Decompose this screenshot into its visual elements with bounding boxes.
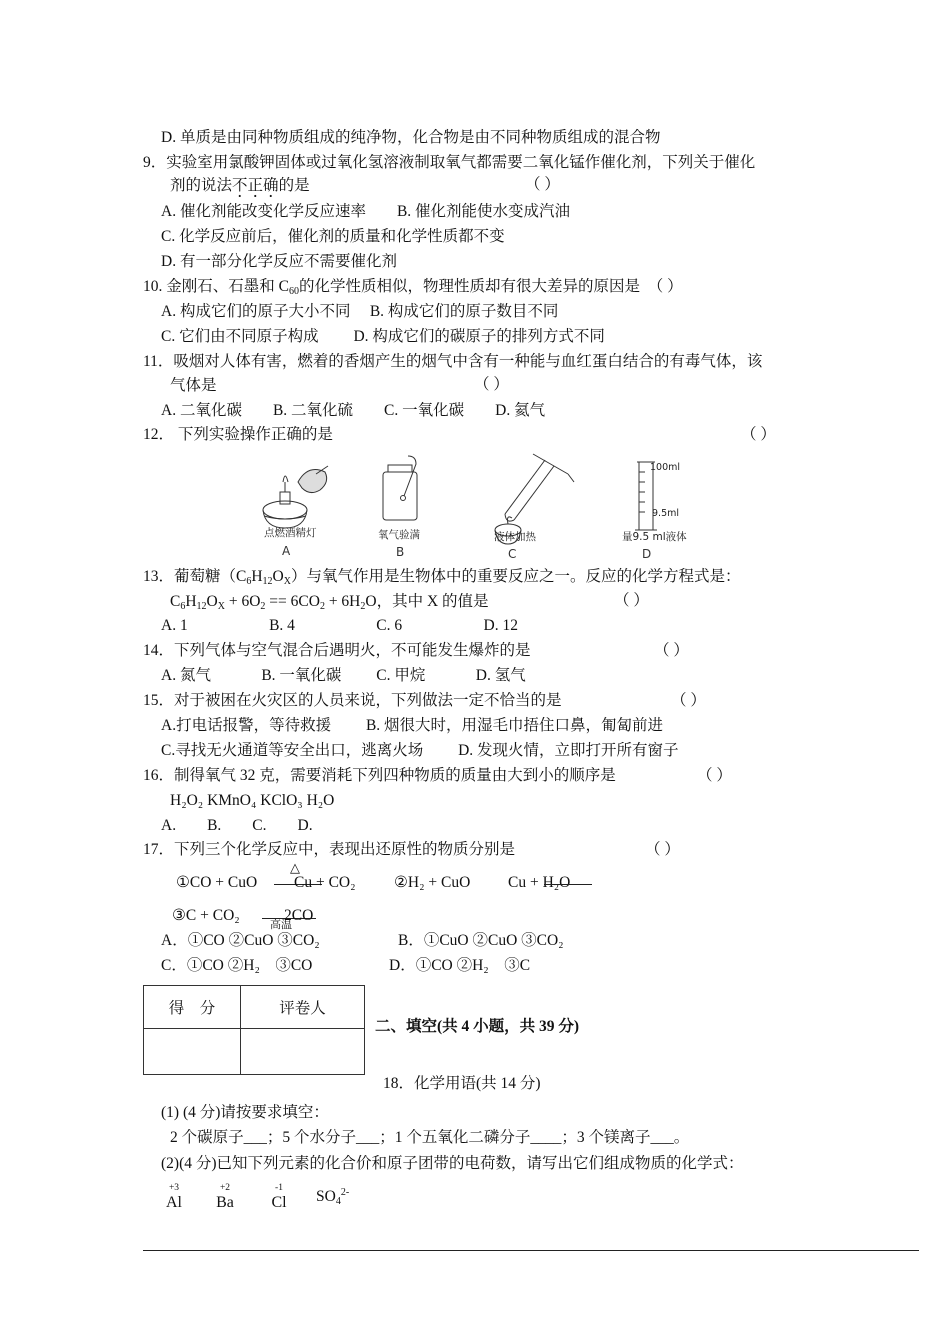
sulfate-base: SO (316, 1188, 336, 1205)
valence-al-symbol: Al (166, 1194, 182, 1211)
q16-stem: 16．制得氧气 32 克，需要消耗下列四种物质的质量由大到小的顺序是 (143, 767, 616, 784)
q17-reaction-2-left: ②H₂ + CuO (394, 874, 471, 891)
valence-al (163, 1183, 185, 1213)
q9-emph-2: 正 (247, 177, 264, 194)
q17-option-b: B．①CuO ②CuO ③CO₂ (398, 932, 564, 949)
eq-sub-2b: 2 (319, 601, 325, 612)
q15-answer-paren: （ ） (671, 692, 706, 709)
q18-part2-title: (2)(4 分)已知下列元素的化合价和原子团带的电荷数，请写出它们组成物质的化学式： (161, 1155, 744, 1172)
q13-o: O (272, 568, 284, 585)
q13-answer-paren: （ ） (614, 592, 649, 609)
valence-cl-charge: -1 (275, 1183, 283, 1193)
caption-a: 点燃酒精灯 (264, 527, 317, 539)
letter-c: C (508, 547, 517, 561)
footer-rule (143, 1250, 919, 1251)
eq-h: H (185, 593, 197, 610)
q14-answer-paren: （ ） (654, 642, 689, 659)
q9-answer-paren: （ ） (525, 176, 560, 193)
q12-stem: 12． 下列实验操作正确的是 (143, 426, 333, 443)
section-2-title: 二、填空(共 4 小题，共 39 分) (375, 1018, 580, 1035)
eq-part4: O，其中 X 的值是 (365, 593, 489, 610)
q12-answer-paren: （ ） (741, 426, 776, 443)
caption-c: 液体加热 (494, 531, 536, 543)
q17-reaction-1-left: ①CO + CuO (176, 874, 258, 891)
caption-d: 量9.5 ml液体 (622, 531, 687, 543)
grader-header: 评卷人 (241, 986, 365, 1029)
q13-sub-12: 12 (262, 576, 273, 587)
q15-options-cd: C.寻找无火通道等安全出口，逃离火场 D. 发现火情，立即打开所有窗子 (161, 742, 679, 759)
q17-stem: 17．下列三个化学反应中，表现出还原性的物质分别是 (143, 841, 516, 858)
valence-cl-symbol: Cl (271, 1194, 287, 1211)
score-cell[interactable] (144, 1029, 241, 1075)
eq-part2: == 6CO (265, 593, 320, 610)
q15-options-ab: A.打电话报警，等待救援 B. 烟很大时，用湿毛巾捂住口鼻，匍匐前进 (161, 717, 664, 734)
q13-options: A. 1 B. 4 C. 6 D. 12 (161, 617, 518, 634)
q9-option-c: C. 化学反应前后，催化剂的质量和化学性质都不变 (161, 228, 505, 245)
eq-part3: + 6H (324, 593, 361, 610)
q13-h: H (251, 568, 263, 585)
letter-a: A (282, 544, 291, 558)
eq-sub-6: 6 (180, 601, 186, 612)
q16-answer-paren: （ ） (697, 767, 732, 784)
q13-text: 13．葡萄糖（C (143, 568, 247, 585)
q9-emph-3: 确 (263, 177, 279, 194)
lab-illustrations (250, 452, 690, 564)
q10-options-ab: A. 构成它们的原子大小不同 B. 构成它们的原子数目不同 (161, 303, 559, 320)
letter-d: D (642, 547, 652, 561)
q14-options: A. 氮气 B. 一氧化碳 C. 甲烷 D. 氢气 (161, 667, 526, 684)
q18-title: 18．化学用语(共 14 分) (383, 1075, 541, 1092)
q10-options-cd: C. 它们由不同原子构成 D. 构成它们的碳原子的排列方式不同 (161, 328, 605, 345)
q18-part1-title: (1) (4 分)请按要求填空： (161, 1104, 329, 1121)
sulfate-sub: 4 (335, 1196, 341, 1207)
q9-text-end: 的是 (278, 177, 310, 194)
q9-text: 剂的说法 (170, 177, 233, 194)
q17-option-d: D．①CO ②H₂ ③C (389, 957, 531, 974)
valence-ba-symbol: Ba (216, 1194, 234, 1211)
q15-stem: 15．对于被困在火灾区的人员来说，下列做法一定不恰当的是 (143, 692, 562, 709)
valence-ba (212, 1183, 238, 1213)
valence-cl (268, 1183, 290, 1213)
q11-stem-cont: 气体是 (170, 377, 217, 394)
q17-reaction-1-right: Cu + CO₂ (294, 874, 356, 891)
sulfate-ion (316, 1187, 349, 1207)
q14-stem: 14．下列气体与空气混合后遇明火，不可能发生爆炸的是 (143, 642, 531, 659)
eq-part1: + 6O (224, 593, 261, 610)
q17-reaction-3-right: 2CO (284, 907, 314, 924)
q13-sub-6: 6 (246, 576, 252, 587)
eq-sub-x: X (217, 601, 225, 612)
q17-answer-paren: （ ） (645, 841, 680, 858)
grader-cell[interactable] (241, 1029, 365, 1075)
q11-answer-paren: （ ） (474, 376, 509, 393)
q13-text-end: ）与氧气作用是生物体中的重要反应之一。反应的化学方程式是： (290, 568, 741, 585)
q17-reaction-1-condition: △ (290, 860, 300, 875)
score-header: 得 分 (144, 986, 241, 1029)
valence-al-charge: +3 (168, 1183, 180, 1193)
q17-reaction-2-arrow (544, 884, 592, 885)
cylinder-mark: 9.5ml (652, 508, 680, 519)
q8-option-d: D. 单质是由同种物质组成的纯净物，化合物是由不同种物质组成的混合物 (161, 129, 661, 146)
q9-stem-cont (170, 176, 310, 196)
q13-stem (143, 567, 741, 587)
q17-reaction-2-right: Cu + H₂O (508, 874, 571, 891)
q17-option-a: A．①CO ②CuO ③CO₂ (161, 932, 320, 949)
score-table (143, 985, 365, 1075)
q10-stem (143, 277, 683, 297)
eq-sub-2c: 2 (360, 601, 366, 612)
q18-part1-blanks: 2 个碳原子___；5 个水分子___；1 个五氧化二磷分子____；3 个镁离子___。 (170, 1129, 690, 1146)
alcohol-lamp-drawing (263, 466, 328, 528)
q13-equation (170, 592, 489, 612)
q12-figure (250, 452, 690, 564)
letter-b: B (396, 545, 405, 559)
q9-option-d: D. 有一部分化学反应不需要催化剂 (161, 253, 397, 270)
eq-sub-2a: 2 (260, 601, 266, 612)
q13-sub-x: X (283, 576, 291, 587)
valence-ba-charge: +2 (219, 1183, 231, 1193)
eq-c: C (170, 593, 181, 610)
q16-substances: H₂O₂ KMnO₄ KClO₃ H₂O (170, 792, 335, 809)
q10-sub: 60 (288, 286, 299, 297)
q9-emph-1: 不 (232, 177, 248, 194)
cylinder-top-mark: 100ml (650, 462, 681, 473)
q9-options-ab: A. 催化剂能改变化学反应速率 B. 催化剂能使水变成汽油 (161, 203, 571, 220)
q17-option-c: C．①CO ②H₂ ③CO (161, 957, 313, 974)
q11-stem: 11．吸烟对人体有害，燃着的香烟产生的烟气中含有一种能与血红蛋白结合的有毒气体，该 (143, 353, 763, 370)
q17-reaction-3-condition: 高温 (270, 919, 292, 931)
q17-reaction-3-left: ③C + CO₂ (172, 907, 240, 924)
q10-text: 10. 金刚石、石墨和 C (143, 278, 289, 295)
q16-options: A. B. C. D. (161, 817, 313, 834)
gas-jar-drawing (383, 456, 417, 520)
q9-stem: 9．实验室用氯酸钾固体或过氧化氢溶液制取氧气都需要二氧化锰作催化剂，下列关于催化 (143, 154, 756, 171)
caption-b: 氧气验满 (378, 529, 420, 541)
q10-text-end: 的化学性质相似，物理性质却有很大差异的原因是 （ ） (298, 278, 683, 295)
sulfate-charge: 2- (340, 1186, 350, 1198)
q11-options: A. 二氧化碳 B. 二氧化硫 C. 一氧化碳 D. 氦气 (161, 402, 546, 419)
eq-sub-12: 12 (196, 601, 207, 612)
eq-o: O (206, 593, 218, 610)
